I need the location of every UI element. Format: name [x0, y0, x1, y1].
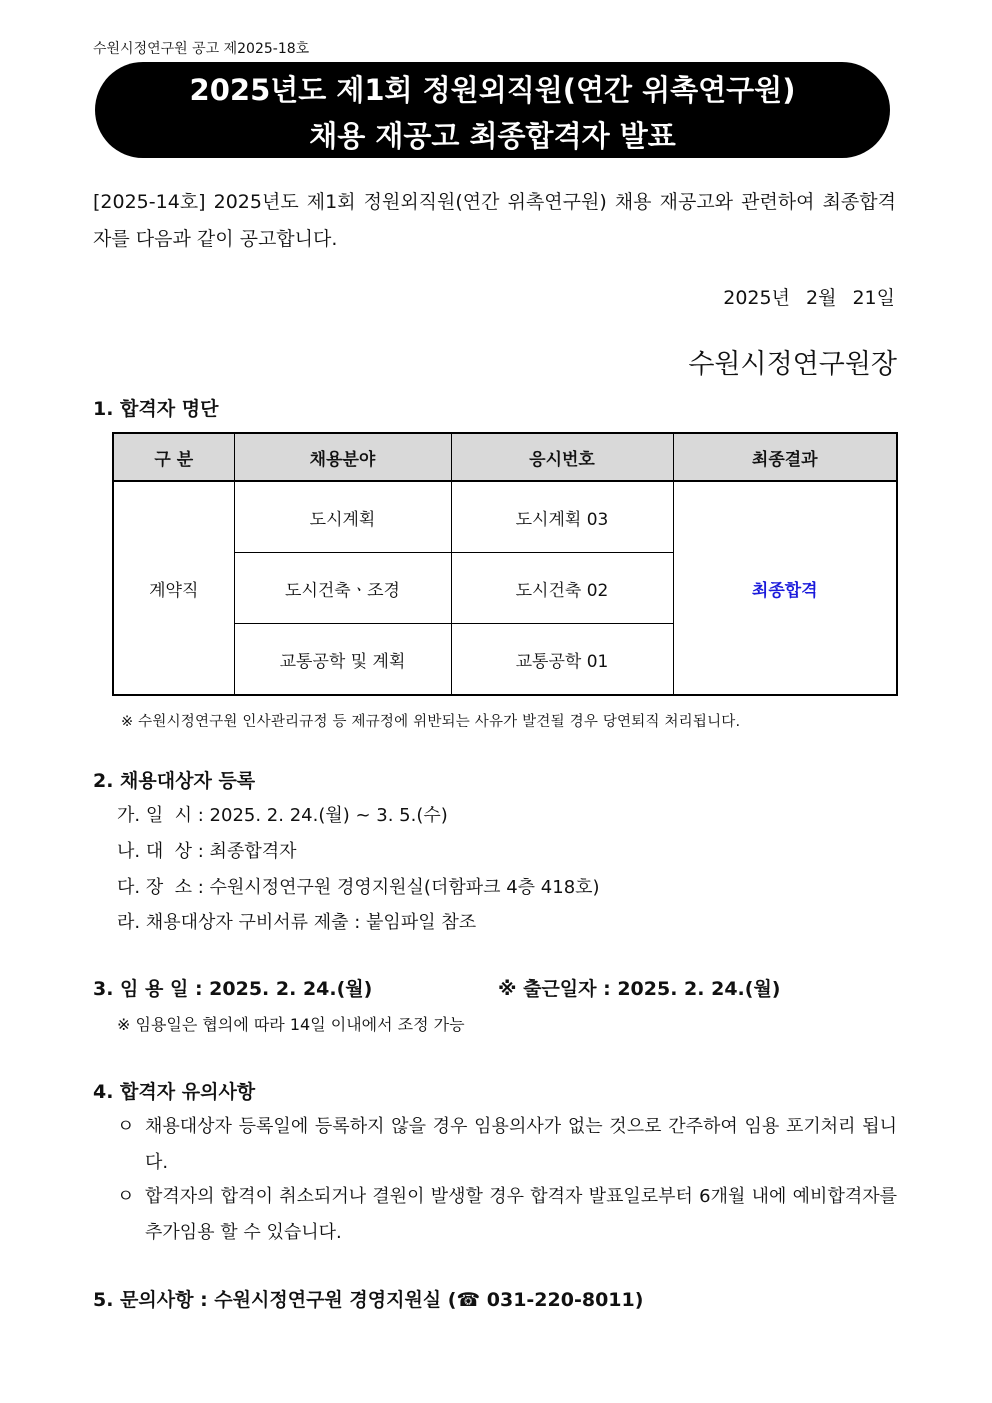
field-cell: 교통공학 및 계획 — [234, 624, 451, 696]
notice-bullet — [117, 1109, 897, 1181]
field-cell: 도시건축ㆍ조경 — [234, 553, 451, 624]
notice-number: 수원시정연구원 공고 제2025-18호 — [93, 41, 310, 57]
header-field: 채용분야 — [234, 433, 451, 481]
phone-icon: ☎ — [456, 1289, 481, 1311]
registration-item: 가. 일 시 : 2025. 2. 24.(월) ~ 3. 5.(수) — [117, 805, 448, 826]
category-cell: 계약직 — [113, 481, 234, 695]
header-final-result: 최종결과 — [673, 433, 897, 481]
start-date: ※ 출근일자 : 2025. 2. 24.(월) — [498, 978, 781, 1000]
circle-bullet-icon: ㅇ — [117, 1186, 135, 1207]
intro-paragraph: [2025-14호] 2025년도 제1회 정원외직원(연간 위촉연구원) 채용 재공고와 관련하여 최종합격자를 다음과 같이 공고합니다. — [93, 191, 896, 250]
table-header-row — [113, 433, 897, 481]
title-banner — [95, 62, 890, 158]
section-5-heading — [93, 1285, 643, 1312]
exam-number-cell: 교통공학 01 — [451, 624, 673, 696]
exam-number-cell: 도시건축 02 — [451, 553, 673, 624]
issuer-name: 수원시정연구원장 — [688, 349, 897, 380]
section-1-heading: 1. 합격자 명단 — [93, 398, 219, 420]
table-note: ※ 수원시정연구원 인사관리규정 등 제규정에 위반되는 사유가 발견될 경우 당연퇴직 처리됩니다. — [121, 714, 741, 730]
inquiry-phone: 031-220-8011) — [486, 1289, 644, 1311]
appointment-date: 3. 임 용 일 : 2025. 2. 24.(월) — [93, 978, 373, 1000]
notice-bullet — [117, 1179, 897, 1251]
registration-item: 나. 대 상 : 최종합격자 — [117, 841, 297, 862]
header-category: 구 분 — [113, 433, 234, 481]
bullet-text: 합격자의 합격이 취소되거나 결원이 발생할 경우 합격자 발표일로부터 6개월 내에 예비합격자를 추가임용 할 수 있습니다. — [145, 1186, 897, 1243]
field-cell: 도시계획 — [234, 481, 451, 553]
title-line-1: 2025년도 제1회 정원외직원(연간 위촉연구원) — [189, 73, 796, 107]
section-3-heading — [93, 974, 781, 1001]
announcement-date: 2025년 2월 21일 — [723, 287, 895, 309]
registration-item: 다. 장 소 : 수원시정연구원 경영지원실(더함파크 4층 418호) — [117, 877, 600, 898]
bullet-text: 채용대상자 등록일에 등록하지 않을 경우 임용의사가 없는 것으로 간주하여 임용 포기처리 됩니다. — [145, 1116, 897, 1173]
registration-item: 라. 채용대상자 구비서류 제출 : 붙임파일 참조 — [117, 912, 477, 933]
section-4-heading: 4. 합격자 유의사항 — [93, 1081, 256, 1103]
result-table — [112, 432, 898, 696]
exam-number-cell: 도시계획 03 — [451, 481, 673, 553]
final-result-cell: 최종합격 — [673, 481, 897, 695]
inquiry-label: 5. 문의사항 : 수원시정연구원 경영지원실 ( — [93, 1289, 457, 1311]
appointment-note: ※ 임용일은 협의에 따라 14일 이내에서 조정 가능 — [117, 1015, 465, 1034]
title-line-2: 채용 재공고 최종합격자 발표 — [309, 119, 676, 153]
circle-bullet-icon: ㅇ — [117, 1116, 135, 1137]
section-2-heading: 2. 채용대상자 등록 — [93, 770, 256, 792]
table-row — [113, 481, 897, 553]
header-exam-number: 응시번호 — [451, 433, 673, 481]
